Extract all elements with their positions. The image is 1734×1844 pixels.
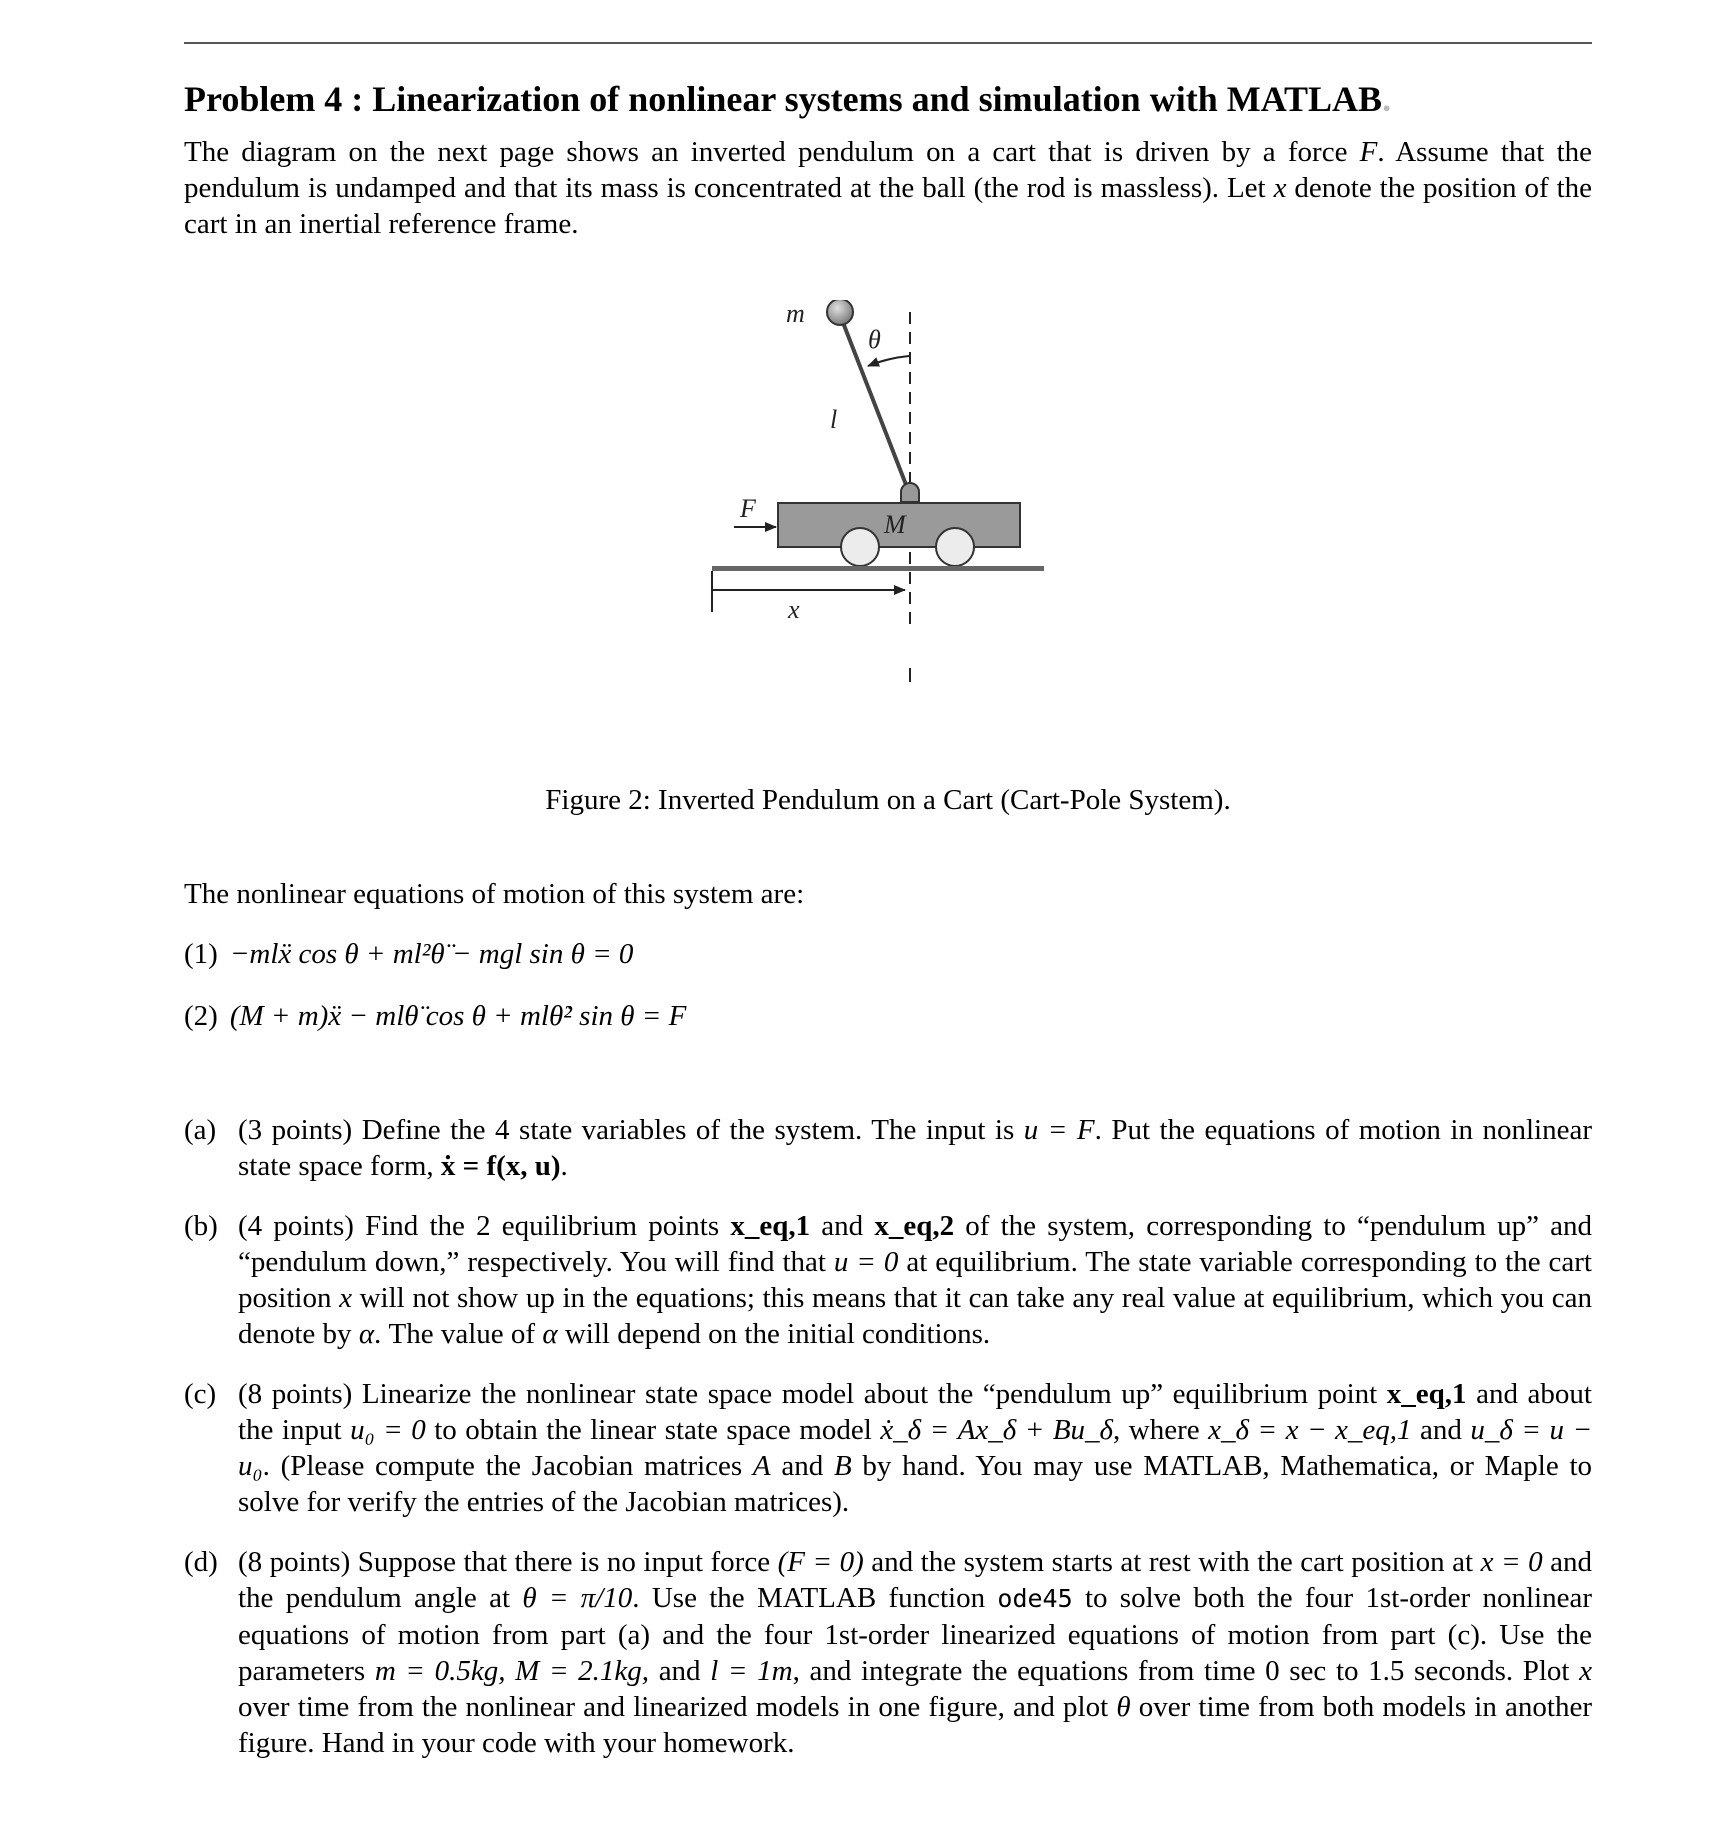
cart-wheel-left (841, 528, 879, 566)
label-x: x (788, 595, 800, 624)
cart-wheel-right (936, 528, 974, 566)
top-rule (184, 42, 1592, 44)
part-b: (b) (4 points) Find the 2 equilibrium points x_eq,1 and x_eq,2 of the system, corresponding to “pendulum up” and “pendulum down,” respectively. You will find that u = 0 at equilibrium. The state variable corresponding to the cart position x will not show up in the equations; this means that it can take any real value at equilibrium, which you can denote by α. The value of α will depend on the initial conditions. (184, 1210, 1593, 1350)
figure-caption: Figure 2: Inverted Pendulum on a Cart (Cart-Pole System). (545, 784, 1231, 816)
pendulum-pivot (901, 483, 919, 502)
label-theta: θ (868, 325, 881, 354)
pendulum-ball (827, 300, 853, 325)
equation-1: (1) −mlẍ cos θ + ml²θ̈ − mgl sin θ = 0 (184, 938, 634, 970)
problem-parts (184, 1112, 1592, 1785)
intro-paragraph: The diagram on the next page shows an inverted pendulum on a cart that is driven by a force F. Assume that the pendulum is undamped and that its mass is concentrated at the ball (the rod is massless). Let x denote the position of the cart in an inertial reference frame. (184, 136, 1592, 240)
problem-title: Problem 4 : Linearization of nonlinear systems and simulation with MATLAB. (184, 79, 1392, 119)
cart-pole-diagram (680, 300, 1100, 750)
label-M: M (884, 510, 906, 539)
part-d: (d) (8 points) Suppose that there is no input force (F = 0) and the system starts at rest with the cart position at x = 0 and the pendulum angle at θ = π/10. Use the MATLAB function ode45 to solve both the four 1st-order nonlinear equations of motion from part (a) and the four 1st-order linearized equations of motion from part (c). Use the parameters m = 0.5kg, M = 2.1kg, and l = 1m, and integrate the equations from time 0 sec to 1.5 seconds. Plot x over time from the nonlinear and linearized models in one figure, and plot θ over time from both models in another figure. Hand in your code with your homework. (184, 1546, 1593, 1759)
part-c: (c) (8 points) Linearize the nonlinear state space model about the “pendulum up” equilibrium point x_eq,1 and about the input u₀ = 0 to obtain the linear state space model ẋ_δ = Ax_δ + Bu_δ, where x_δ = x − x_eq,1 and u_δ = u − u₀. (Please compute the Jacobian matrices A and B by hand. You may use MATLAB, Mathematica, or Maple to solve for verify the entries of the Jacobian matrices). (184, 1378, 1593, 1518)
part-a: (a) (3 points) Define the 4 state variables of the system. The input is u = F. Put the equations of motion in nonlinear state space form, ẋ = f(x, u). (184, 1114, 1592, 1182)
label-m: m (786, 300, 805, 328)
equations-intro: The nonlinear equations of motion of this system are: (184, 878, 805, 910)
equation-2: (2) (M + m)ẍ − mlθ̈ cos θ + mlθ̇² sin θ = F (184, 1000, 687, 1032)
theta-arc (868, 356, 909, 366)
label-l: l (830, 405, 838, 434)
cart-pole-figure (680, 300, 1100, 750)
code-ode45: ode45 (997, 1584, 1073, 1613)
ground-track (712, 566, 1044, 571)
label-F: F (740, 494, 756, 523)
